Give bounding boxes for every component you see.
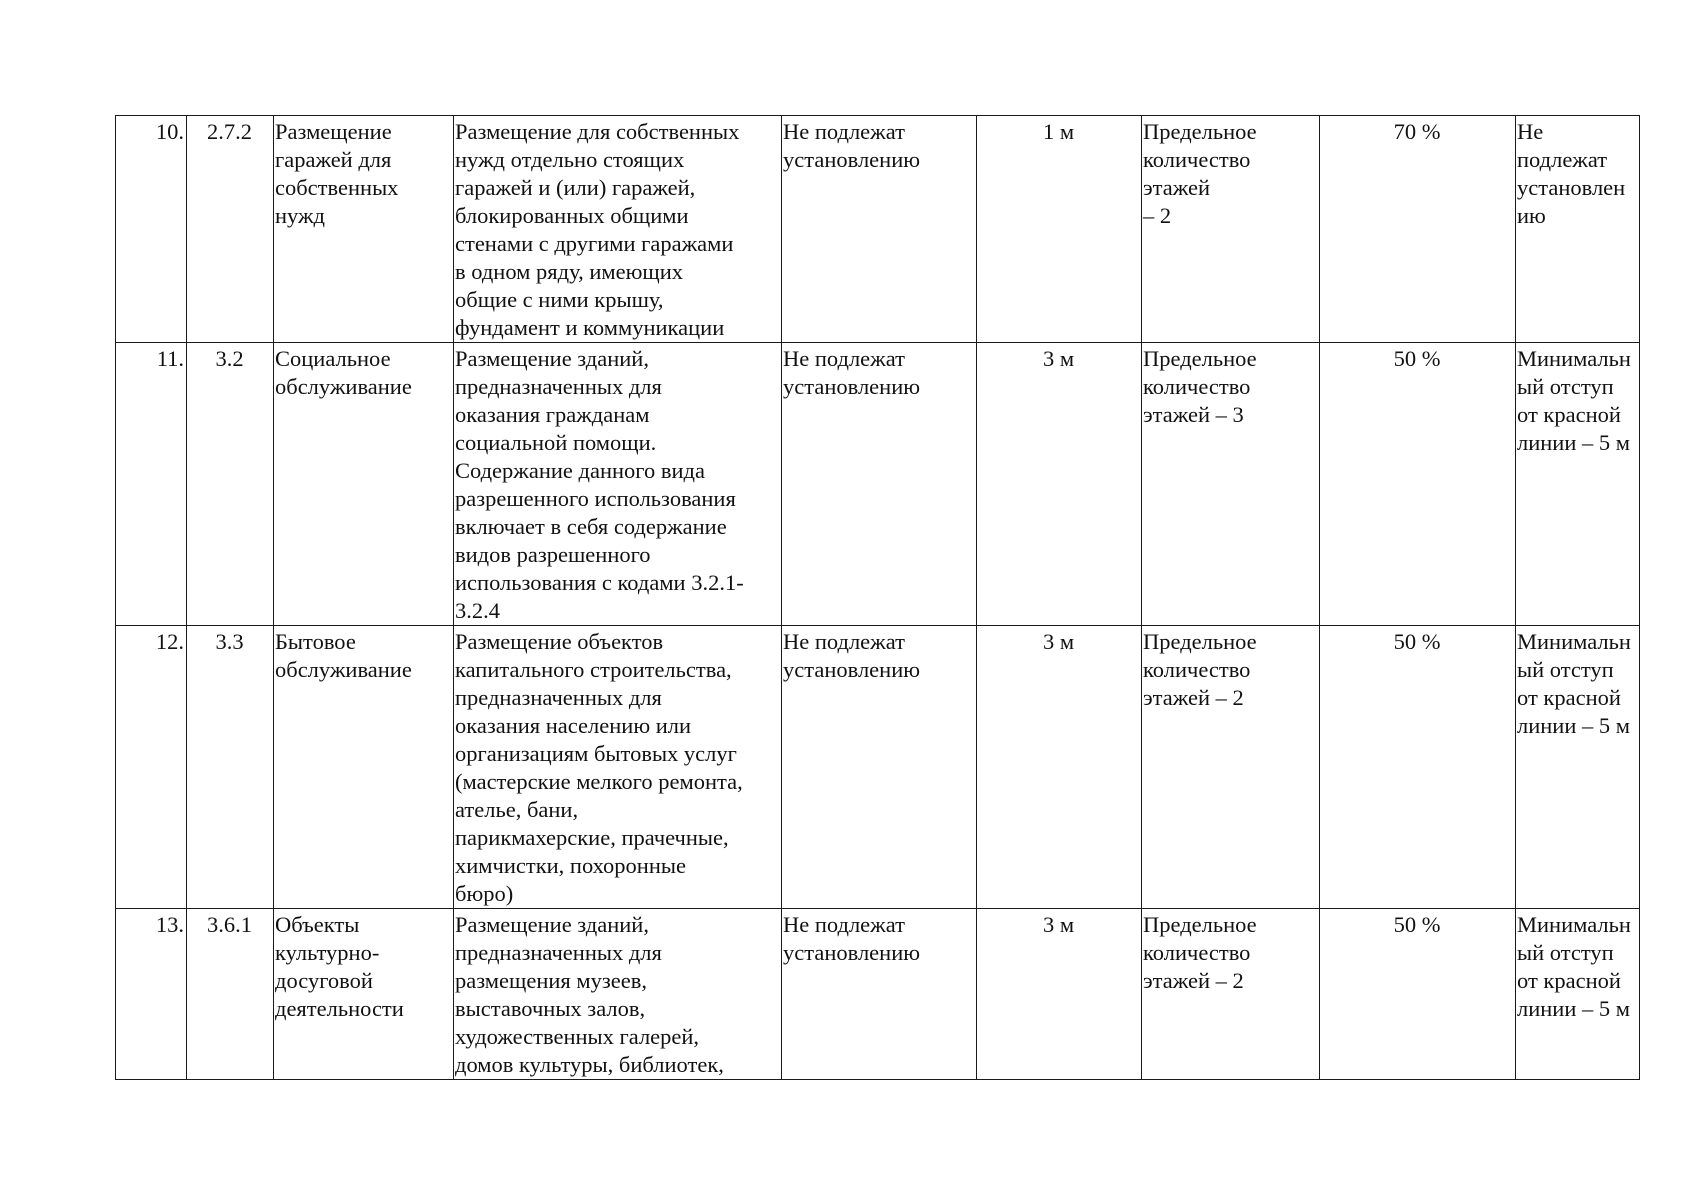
use-name: Размещение гаражей для собственных нужд bbox=[274, 116, 454, 343]
row-number: 11. bbox=[116, 343, 187, 626]
max-floors: Предельное количество этажей – 2 bbox=[1142, 909, 1320, 1080]
plot-area-limit: Не подлежат установлению bbox=[782, 116, 977, 343]
plot-area-limit: Не подлежат установлению bbox=[782, 909, 977, 1080]
row-number: 12. bbox=[116, 626, 187, 909]
table-row bbox=[116, 626, 1640, 909]
other-parameters: Минимальн ый отступ от красной линии – 5 м bbox=[1516, 909, 1640, 1080]
plot-area-limit: Не подлежат установлению bbox=[782, 343, 977, 626]
table-row bbox=[116, 909, 1640, 1080]
table-row bbox=[116, 343, 1640, 626]
row-number: 10. bbox=[116, 116, 187, 343]
use-name: Социальное обслуживание bbox=[274, 343, 454, 626]
use-code: 3.6.1 bbox=[187, 909, 274, 1080]
other-parameters: Минимальн ый отступ от красной линии – 5 м bbox=[1516, 626, 1640, 909]
max-coverage: 70 % bbox=[1320, 116, 1516, 343]
max-coverage: 50 % bbox=[1320, 343, 1516, 626]
use-name: Объекты культурно- досуговой деятельности bbox=[274, 909, 454, 1080]
min-setback: 3 м bbox=[977, 343, 1142, 626]
table-row bbox=[116, 116, 1640, 343]
use-code: 2.7.2 bbox=[187, 116, 274, 343]
use-description: Размещение зданий, предназначенных для оказания гражданам социальной помощи. Содержание данного вида разрешенного использования включает в себя содержание видов разрешенного использования с кодами 3.2.1- 3.2.4 bbox=[454, 343, 782, 626]
use-name: Бытовое обслуживание bbox=[274, 626, 454, 909]
max-floors: Предельное количество этажей – 3 bbox=[1142, 343, 1320, 626]
min-setback: 1 м bbox=[977, 116, 1142, 343]
row-number: 13. bbox=[116, 909, 187, 1080]
use-description: Размещение зданий, предназначенных для размещения музеев, выставочных залов, художественных галерей, домов культуры, библиотек, bbox=[454, 909, 782, 1080]
use-description: Размещение для собственных нужд отдельно стоящих гаражей и (или) гаражей, блокированных общими стенами с другими гаражами в одном ряду, имеющих общие с ними крышу, фундамент и коммуникации bbox=[454, 116, 782, 343]
use-description: Размещение объектов капитального строительства, предназначенных для оказания населению или организациям бытовых услуг (мастерские мелкого ремонта, ателье, бани, парикмахерские, прачечные, химчистки, похоронные бюро) bbox=[454, 626, 782, 909]
min-setback: 3 м bbox=[977, 626, 1142, 909]
max-floors: Предельное количество этажей – 2 bbox=[1142, 116, 1320, 343]
use-code: 3.2 bbox=[187, 343, 274, 626]
max-floors: Предельное количество этажей – 2 bbox=[1142, 626, 1320, 909]
use-code: 3.3 bbox=[187, 626, 274, 909]
other-parameters: Минимальн ый отступ от красной линии – 5 м bbox=[1516, 343, 1640, 626]
plot-area-limit: Не подлежат установлению bbox=[782, 626, 977, 909]
min-setback: 3 м bbox=[977, 909, 1142, 1080]
max-coverage: 50 % bbox=[1320, 909, 1516, 1080]
max-coverage: 50 % bbox=[1320, 626, 1516, 909]
other-parameters: Не подлежат установлен ию bbox=[1516, 116, 1640, 343]
land-use-regulations-table bbox=[115, 115, 1640, 1080]
